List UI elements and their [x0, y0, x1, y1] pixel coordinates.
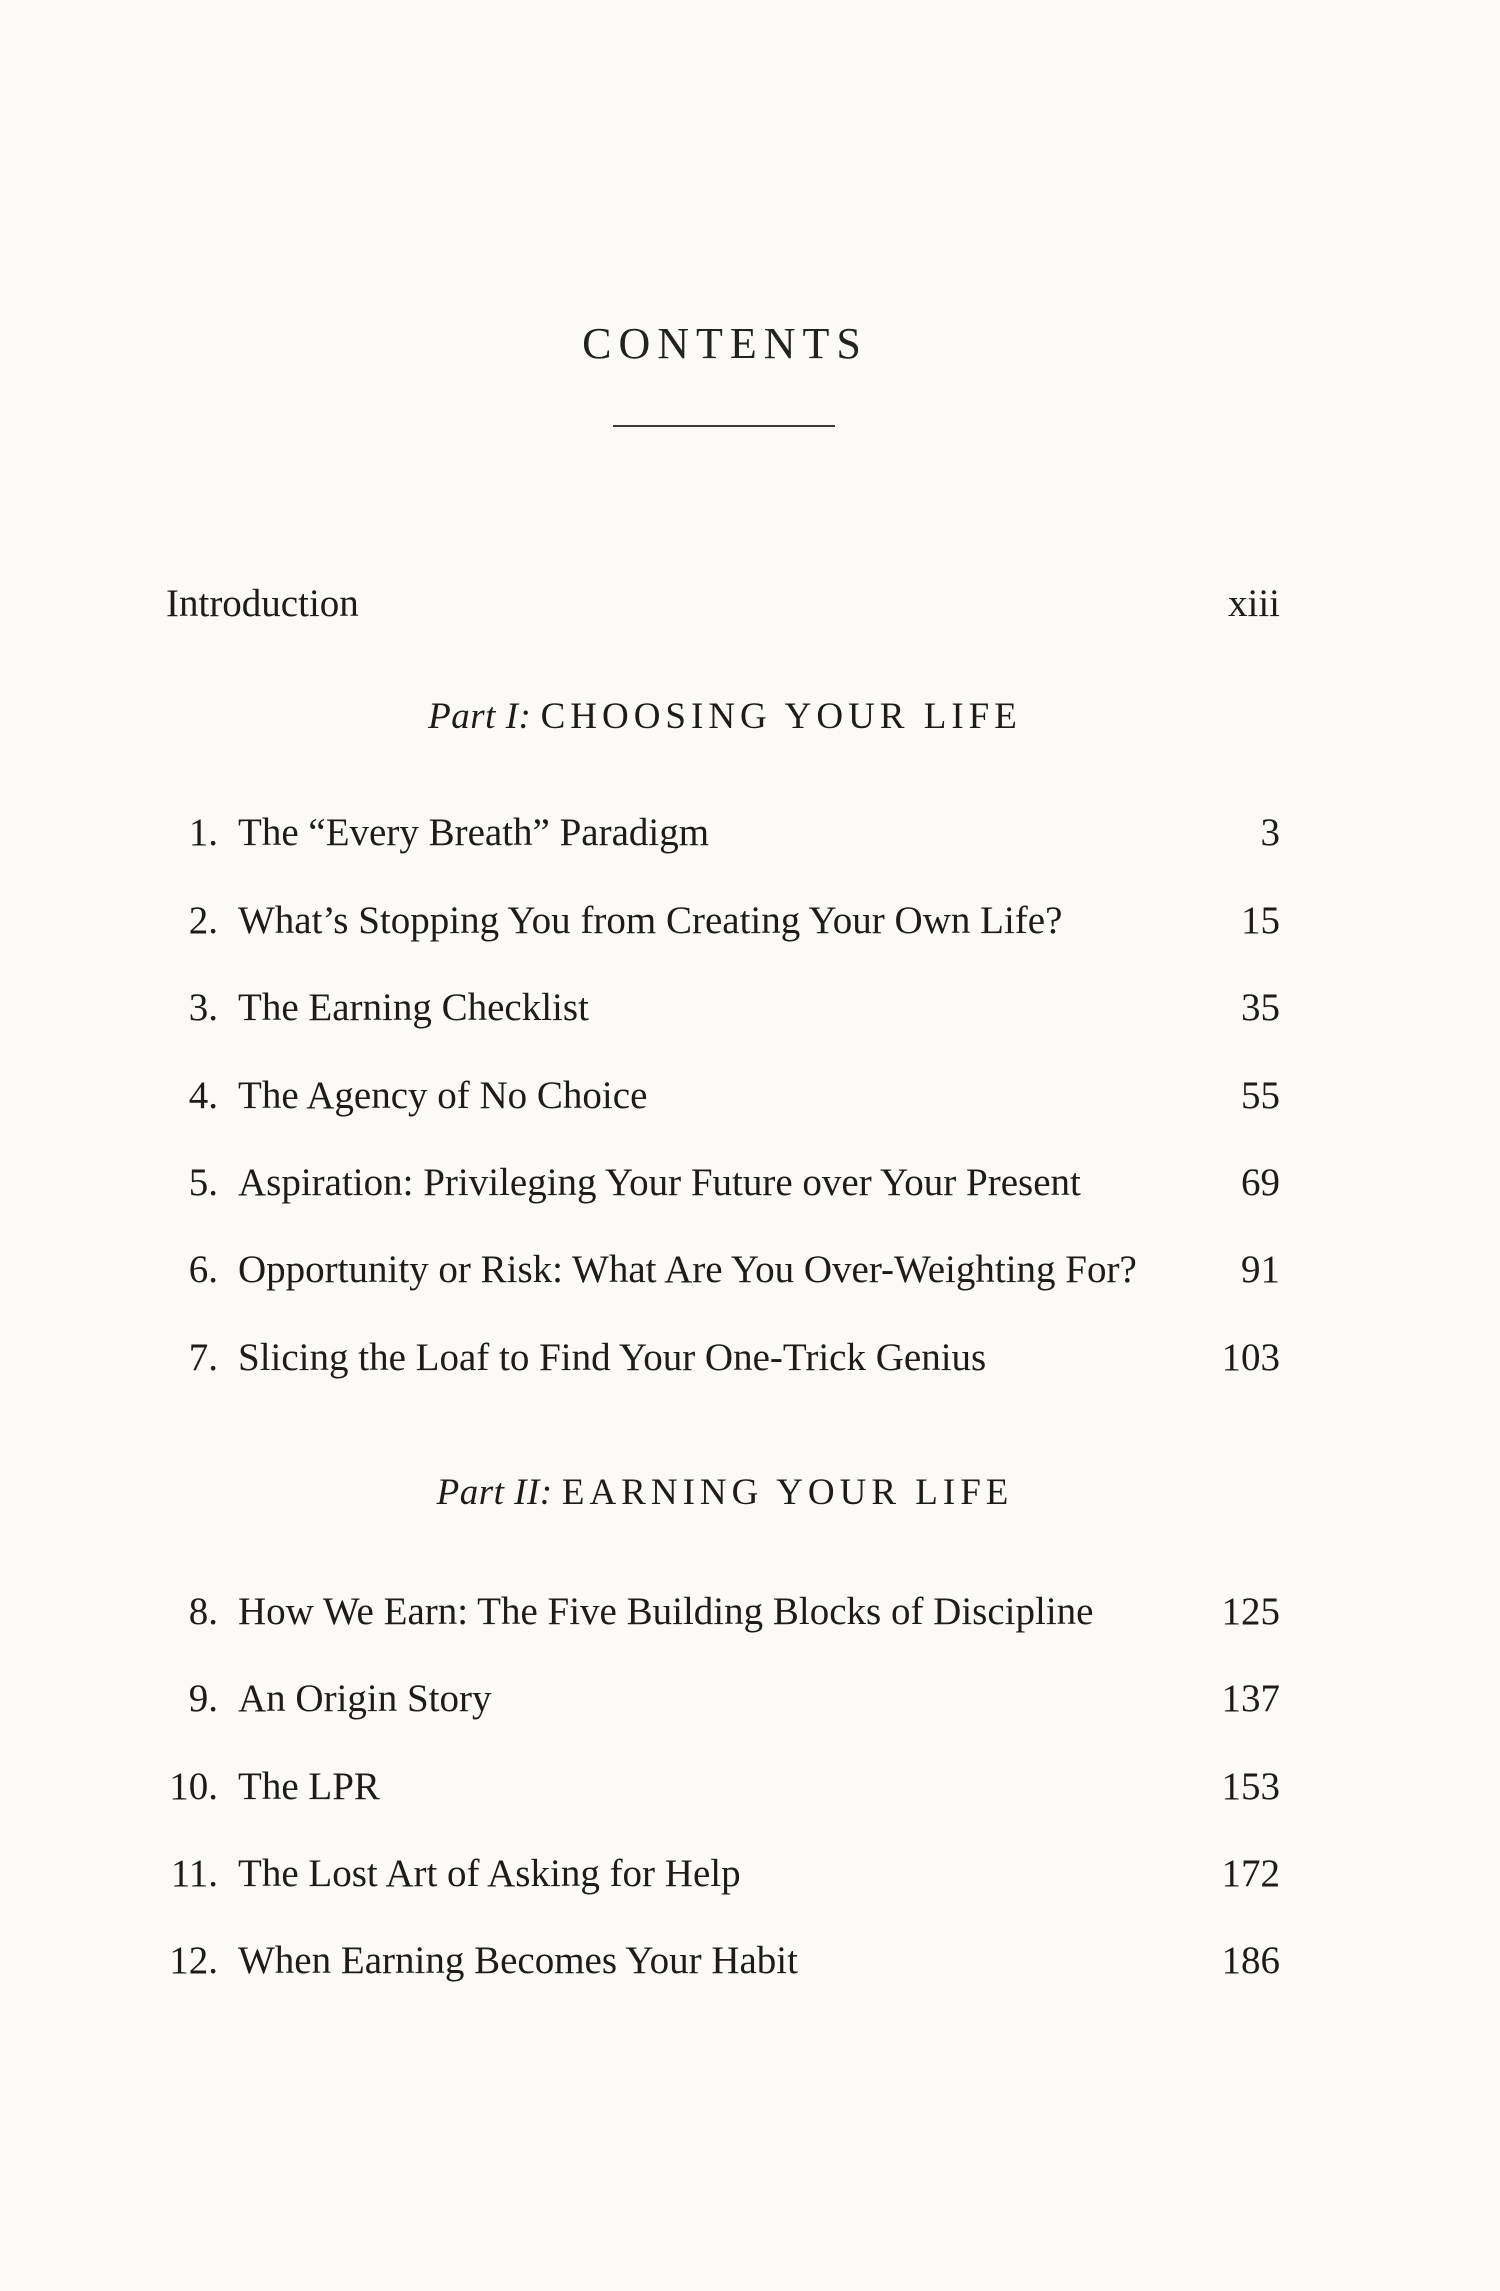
chapter-title: The LPR: [238, 1765, 380, 1808]
chapter-title: An Origin Story: [238, 1677, 492, 1720]
toc-entry[interactable]: [0, 1844, 1500, 1904]
toc-entry[interactable]: [0, 1153, 1500, 1213]
chapter-page: 3: [1260, 811, 1280, 854]
toc-entry[interactable]: [0, 1582, 1500, 1642]
chapter-title: Slicing the Loaf to Find Your One-Trick Genius: [238, 1336, 987, 1379]
part-heading-2: [0, 1463, 1450, 1523]
chapter-page: 15: [1241, 899, 1280, 942]
toc-entry[interactable]: [0, 1669, 1500, 1729]
toc-entry[interactable]: [0, 1328, 1500, 1388]
toc-entry[interactable]: [0, 891, 1500, 951]
toc-entry[interactable]: [0, 978, 1500, 1038]
chapter-number: 1.: [188, 811, 218, 854]
chapter-number: 3.: [188, 986, 218, 1029]
chapter-number: 10.: [169, 1765, 218, 1808]
chapter-title: What’s Stopping You from Creating Your Own Life?: [238, 899, 1063, 942]
chapter-title: Aspiration: Privileging Your Future over Your Present: [238, 1161, 1081, 1204]
chapter-number: 5.: [188, 1161, 218, 1204]
chapter-title: When Earning Becomes Your Habit: [238, 1939, 798, 1982]
chapter-title: Opportunity or Risk: What Are You Over-Weighting For?: [238, 1248, 1137, 1291]
chapter-page: 35: [1241, 986, 1280, 1029]
chapter-page: 137: [1221, 1677, 1280, 1720]
toc-entry-introduction[interactable]: [0, 574, 1500, 634]
chapter-title: The Lost Art of Asking for Help: [238, 1852, 741, 1895]
chapter-number: 7.: [188, 1336, 218, 1379]
toc-entry[interactable]: [0, 1931, 1500, 1991]
chapter-page: 125: [1221, 1590, 1280, 1633]
chapter-title: The “Every Breath” Paradigm: [238, 811, 710, 854]
part-title: CHOOSING YOUR LIFE: [540, 696, 1022, 737]
chapter-page: 153: [1221, 1765, 1280, 1808]
title-rule: [613, 425, 835, 427]
part-heading-1: [0, 687, 1450, 747]
chapter-page: 172: [1221, 1852, 1280, 1895]
chapter-page: 55: [1241, 1074, 1280, 1117]
chapter-number: 8.: [188, 1590, 218, 1633]
chapter-number: 11.: [170, 1852, 218, 1895]
toc-entry[interactable]: [0, 1066, 1500, 1126]
chapter-title: The Agency of No Choice: [238, 1074, 648, 1117]
chapter-page: 103: [1221, 1336, 1280, 1379]
toc-entry[interactable]: [0, 1240, 1500, 1300]
toc-entry[interactable]: [0, 1757, 1500, 1817]
chapter-page: 91: [1241, 1248, 1280, 1291]
chapter-number: 9.: [188, 1677, 218, 1720]
entry-page: xiii: [1227, 582, 1280, 625]
chapter-title: How We Earn: The Five Building Blocks of Discipline: [238, 1590, 1094, 1633]
chapter-title: The Earning Checklist: [238, 986, 589, 1029]
part-label: Part I:: [428, 696, 532, 737]
chapter-number: 12.: [169, 1939, 218, 1982]
chapter-number: 2.: [188, 899, 218, 942]
toc-entry[interactable]: [0, 803, 1500, 863]
part-title: EARNING YOUR LIFE: [561, 1472, 1014, 1513]
chapter-page: 186: [1221, 1939, 1280, 1982]
entry-title: Introduction: [166, 582, 359, 625]
chapter-number: 6.: [188, 1248, 218, 1291]
part-label: Part II:: [436, 1472, 553, 1513]
chapter-number: 4.: [188, 1074, 218, 1117]
page-title: CONTENTS: [582, 319, 868, 368]
chapter-page: 69: [1241, 1161, 1280, 1204]
